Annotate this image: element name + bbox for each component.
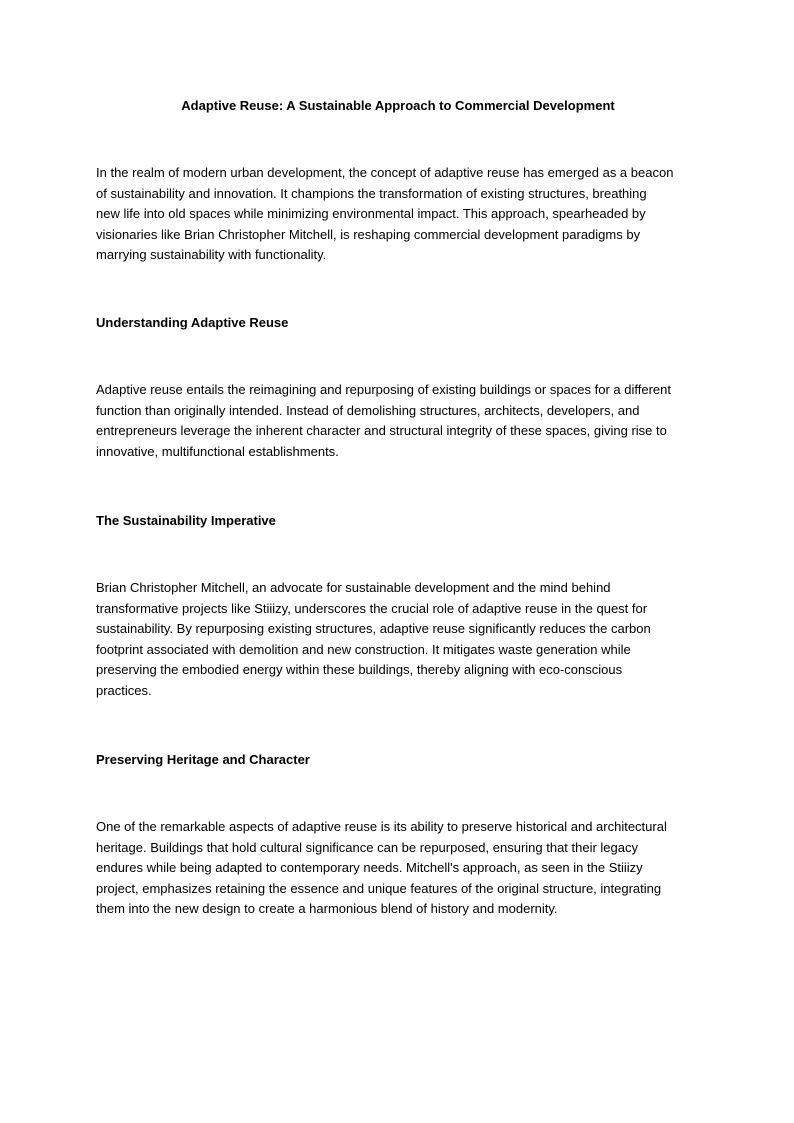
paragraph-line: Adaptive reuse entails the reimagining and repurposing of existing buildings or spaces for a different: [96, 382, 671, 397]
paragraph-line: footprint associated with demolition and new construction. It mitigates waste generation while: [96, 641, 631, 657]
paragraph-line: function than originally intended. Instead of demolishing structures, architects, developers, and: [96, 402, 640, 418]
section-heading-sustainability: The Sustainability Imperative: [96, 513, 276, 528]
paragraph-line: innovative, multifunctional establishments.: [96, 443, 339, 459]
paragraph-line: project, emphasizes retaining the essence and unique features of the original structure, integrating: [96, 880, 662, 896]
section-paragraph-understanding: [96, 380, 700, 462]
paragraph-line: transformative projects like Stiiizy, underscores the crucial role of adaptive reuse in the quest for: [96, 600, 648, 616]
paragraph-line: In the realm of modern urban development, the concept of adaptive reuse has emerged as a beacon: [96, 165, 674, 180]
paragraph-line: preserving the embodied energy within these buildings, thereby aligning with eco-conscious: [96, 662, 623, 678]
document-page: [96, 0, 706, 1123]
paragraph-line: marrying sustainability with functionality.: [96, 247, 327, 263]
paragraph-line: endures while being adapted to contemporary needs. Mitchell's approach, as seen in the Stiiizy: [96, 860, 643, 876]
section-heading-heritage: Preserving Heritage and Character: [96, 752, 310, 767]
paragraph-line: Brian Christopher Mitchell, an advocate for sustainable development and the mind behind: [96, 580, 611, 595]
section-paragraph-heritage: [96, 817, 700, 920]
intro-paragraph: [96, 163, 700, 266]
paragraph-line: of sustainability and innovation. It champions the transformation of existing structures, breathing: [96, 185, 647, 201]
section-heading-understanding: Understanding Adaptive Reuse: [96, 315, 289, 330]
paragraph-line: sustainability. By repurposing existing structures, adaptive reuse significantly reduces the carbon: [96, 621, 651, 637]
document-title: Adaptive Reuse: A Sustainable Approach to Commercial Development: [181, 98, 615, 113]
paragraph-line: them into the new design to create a harmonious blend of history and modernity.: [96, 901, 558, 917]
section-paragraph-sustainability: [96, 578, 700, 702]
paragraph-line: practices.: [96, 682, 152, 698]
paragraph-line: visionaries like Brian Christopher Mitchell, is reshaping commercial development paradigms by: [96, 226, 641, 242]
paragraph-line: new life into old spaces while minimizing environmental impact. This approach, spearheaded by: [96, 206, 646, 222]
paragraph-line: One of the remarkable aspects of adaptive reuse is its ability to preserve historical and architectural: [96, 819, 667, 834]
paragraph-line: heritage. Buildings that hold cultural significance can be repurposed, ensuring that their legacy: [96, 839, 639, 855]
paragraph-line: entrepreneurs leverage the inherent character and structural integrity of these spaces, giving rise to: [96, 423, 667, 439]
